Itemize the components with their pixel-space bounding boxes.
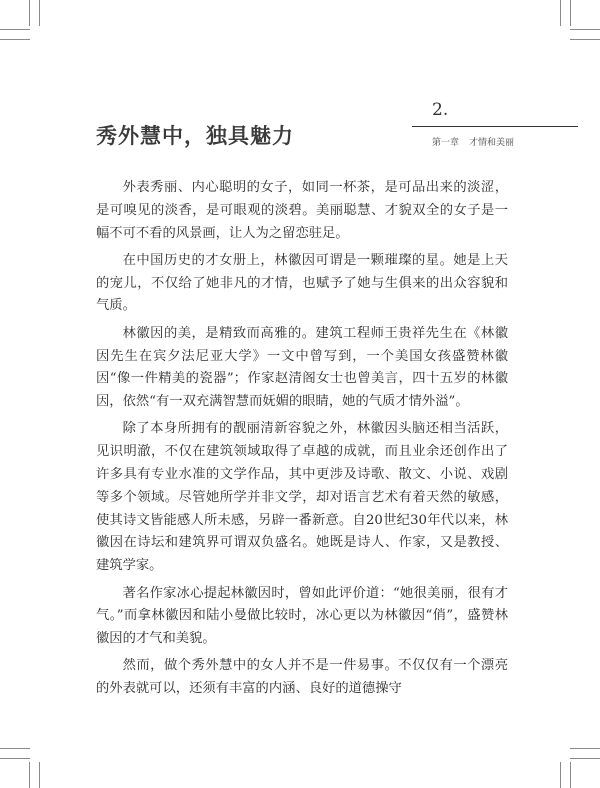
crop-mark-top-left-horizontal-inner <box>0 39 30 40</box>
crop-mark-top-left-vertical <box>29 0 30 26</box>
crop-mark-top-left-vertical-inner <box>39 0 40 26</box>
paragraph: 在中国历史的才女册上，林徽因可谓是一颗璀璨的星。她是上天的宠儿，不仅给了她非凡的才情，也赋予了她与生俱来的出众容貌和气质。 <box>96 252 508 314</box>
chapter-number: 第一章 <box>432 138 460 148</box>
section-number: 2. <box>432 100 449 120</box>
paragraph: 外表秀丽、内心聪明的女子，如同一杯茶，是可品出来的淡涩，是可嗅见的淡香，是可眼观的淡碧。美丽聪慧、才貌双全的女子是一幅不可不看的风景画，让人为之留恋驻足。 <box>96 180 508 241</box>
article-body <box>96 177 508 706</box>
crop-mark-bottom-right-vertical-inner <box>570 762 571 788</box>
crop-mark-bottom-right-horizontal <box>570 748 600 749</box>
crop-mark-bottom-right-vertical <box>560 762 561 788</box>
article-title: 秀外慧中，独具魅力 <box>96 123 294 148</box>
paragraph: 除了本身所拥有的靓丽清新容貌之外，林徽因头脑还相当活跃，见识明澈，不仅在建筑领域取得了卓越的成就，而且业余还创作出了许多具有专业水准的文学作品，其中更涉及诗歌、散文、小说、戏剧等多个领域。尽管她所学并非文学，却对语言艺术有着天然的敏感，使其诗文皆能感人所未感，另辟一番新意。自20世纪30年代以来，林徽因在诗坛和建筑界可谓双负盛名。她既是诗人、作家，又是教授、建筑学家。 <box>96 421 508 574</box>
crop-mark-bottom-left-horizontal <box>0 748 30 749</box>
crop-mark-top-right-horizontal <box>570 29 600 30</box>
header-rule <box>412 126 578 127</box>
crop-mark-top-left-horizontal <box>0 29 30 30</box>
crop-mark-bottom-left-vertical <box>29 762 30 788</box>
crop-mark-top-right-vertical-inner <box>570 0 571 26</box>
running-head <box>432 135 514 148</box>
crop-mark-top-right-vertical <box>560 0 561 26</box>
chapter-title: 才情和美丽 <box>469 138 515 148</box>
crop-mark-top-right-horizontal-inner <box>570 39 600 40</box>
paragraph: 然而，做个秀外慧中的女人并不是一件易事。不仅仅有一个漂亮的外表就可以，还须有丰富的内涵、良好的道德操守 <box>96 658 508 697</box>
paragraph: 林徽因的美，是精致而高雅的。建筑工程师王贵祥先生在《林徽因先生在宾夕法尼亚大学》一文中曾写到，一个美国女孩盛赞林徽因“像一件精美的瓷器”；作家赵清阁女士也曾美言，四十五岁的林徽因，依然“有一双充满智慧而妩媚的眼睛，她的气质才情外溢”。 <box>96 325 508 410</box>
paragraph: 著名作家冰心提起林徽因时，曾如此评价道：“她很美丽，很有才气。”而拿林徽因和陆小曼做比较时，冰心更以为林徽因“俏”，盛赞林徽因的才气和美貌。 <box>96 585 508 647</box>
crop-mark-bottom-left-vertical-inner <box>39 762 40 788</box>
crop-mark-bottom-left-horizontal-inner <box>0 758 30 759</box>
crop-mark-bottom-right-horizontal-inner <box>570 758 600 759</box>
